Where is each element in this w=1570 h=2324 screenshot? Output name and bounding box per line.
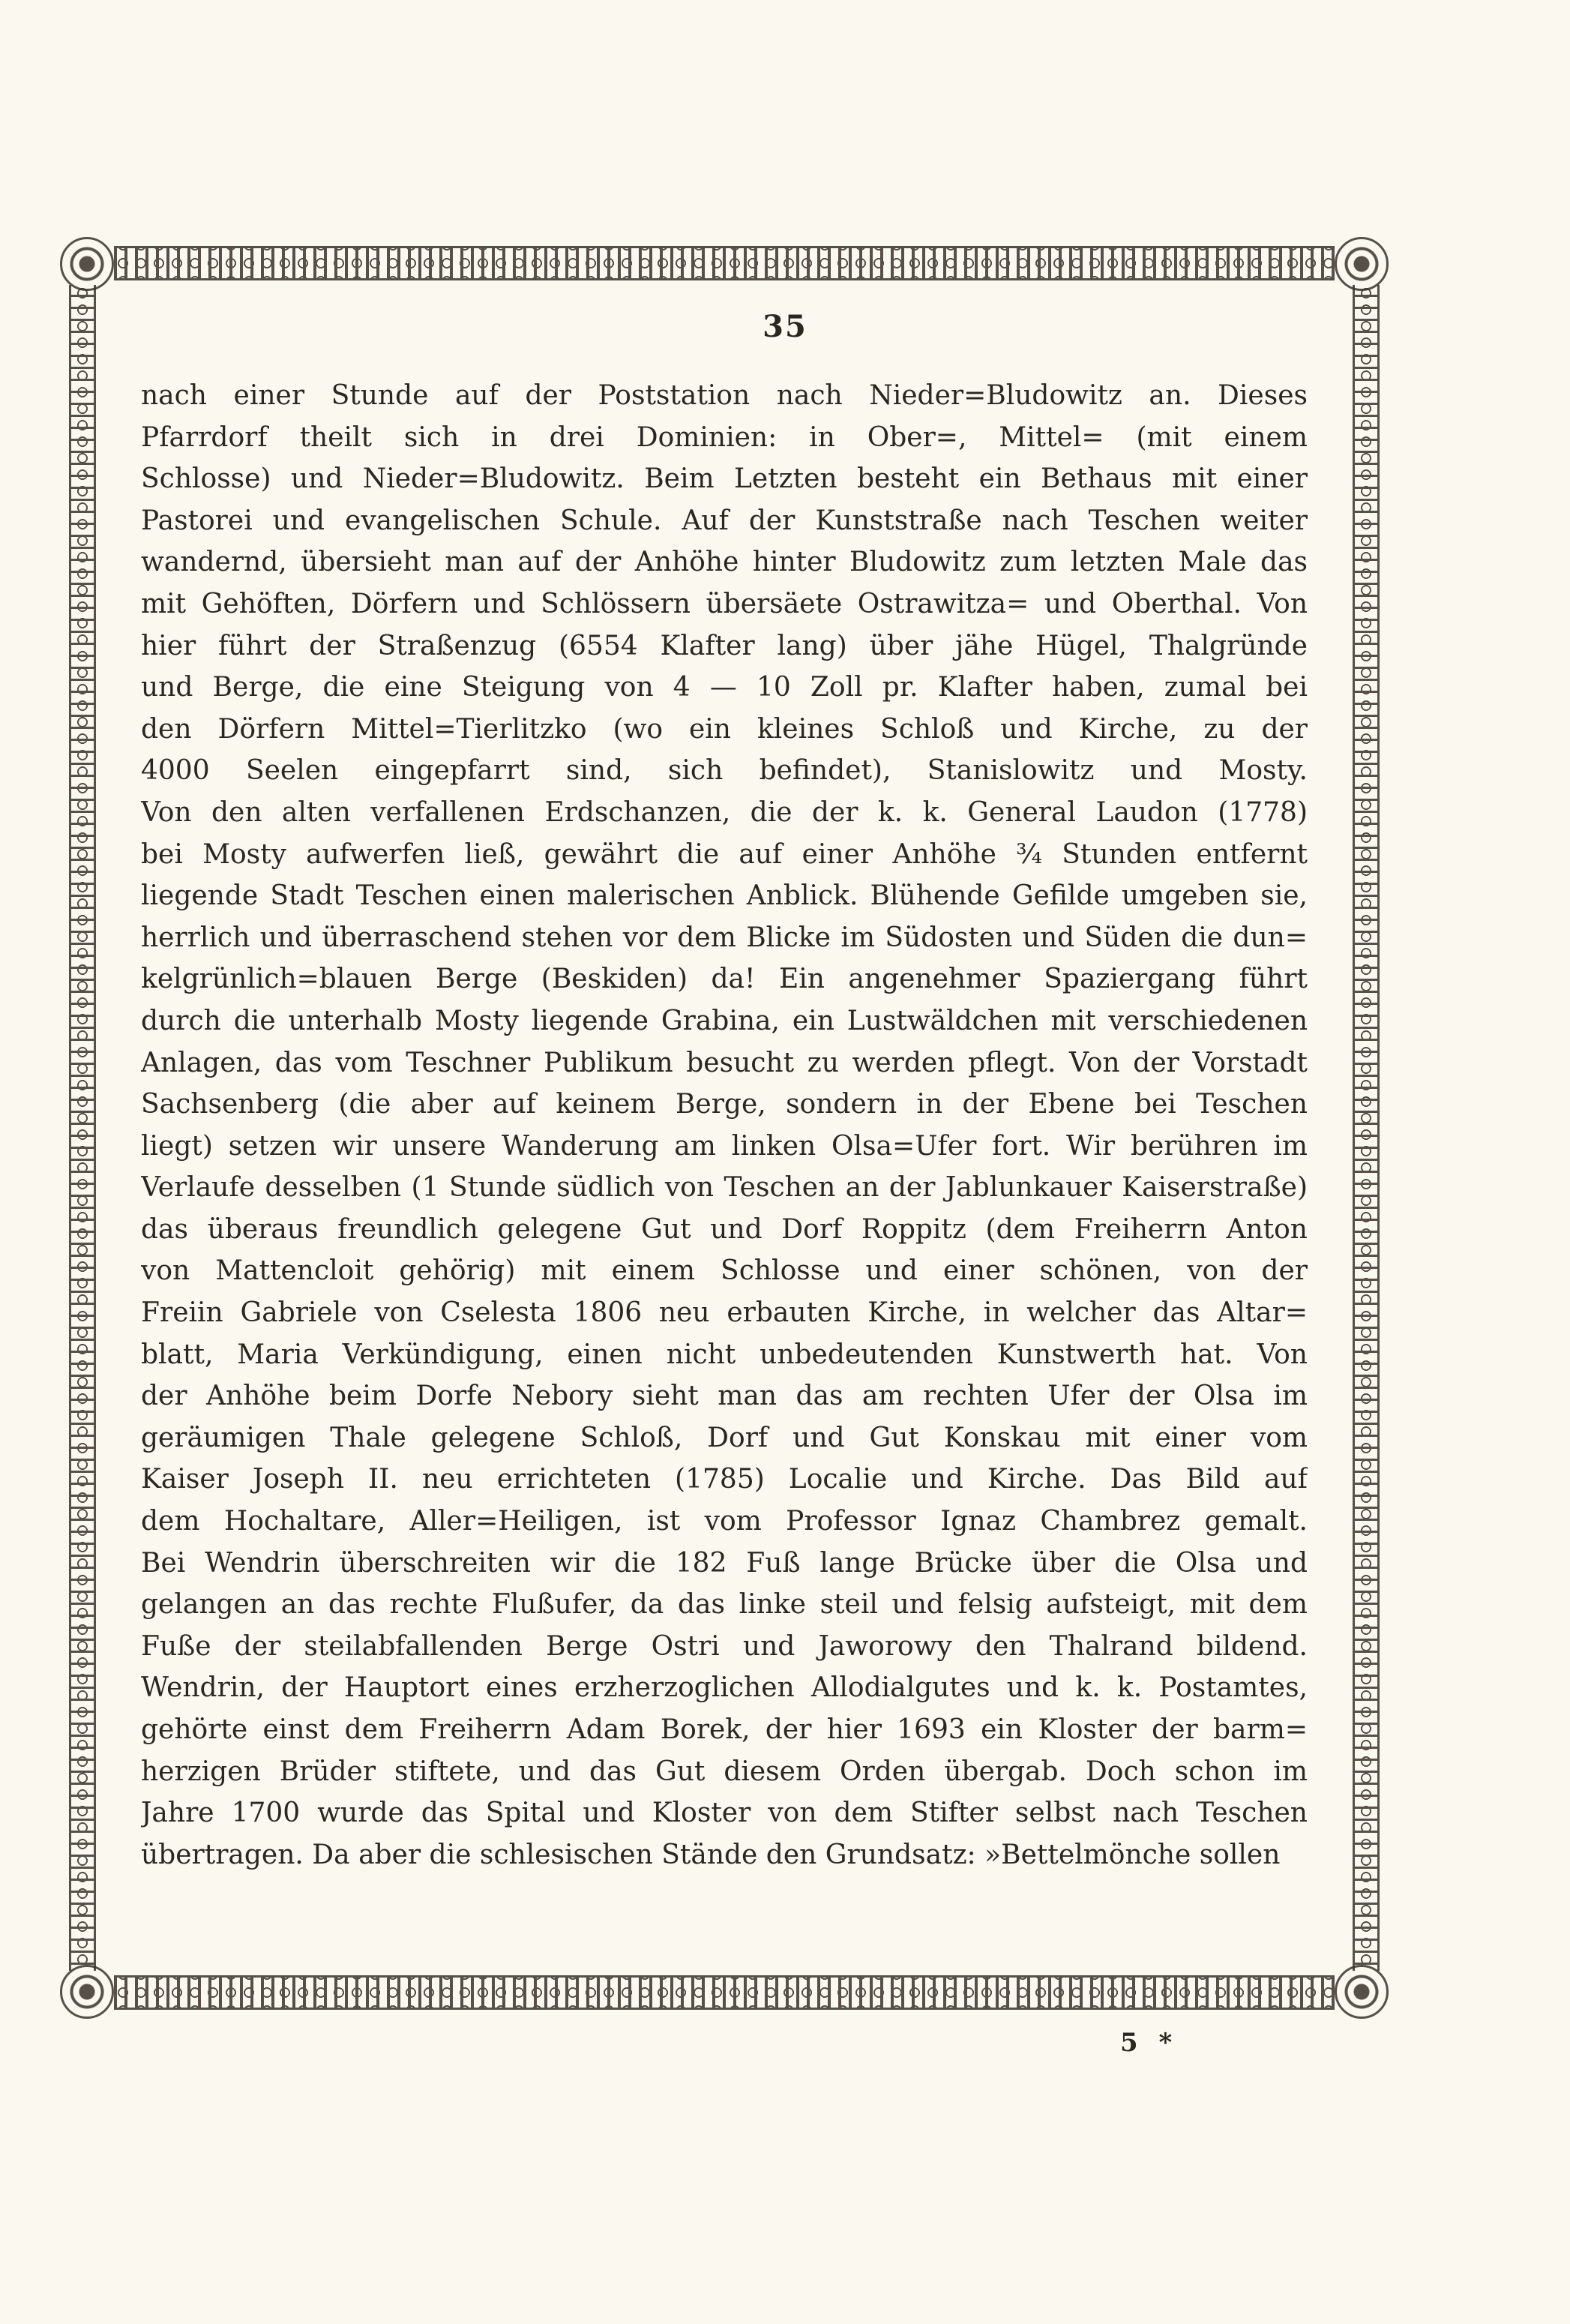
- text-line: den Dörfern Mittel=Tierlitzko (wo ein kleines Schloß und Kirche, zu der: [141, 713, 1308, 745]
- text-line: Pastorei und evangelischen Schule. Auf der Kunststraße nach Teschen weiter: [141, 505, 1308, 536]
- text-line: Fuße der steilabfallenden Berge Ostri und Jaworowy den Thalrand bildend.: [141, 1630, 1308, 1662]
- text-line: geräumigen Thale gelegene Schloß, Dorf und Gut Konskau mit einer vom: [141, 1422, 1308, 1453]
- text-line: gehörte einst dem Freiherrn Adam Borek, der hier 1693 ein Kloster der barm=: [141, 1714, 1308, 1745]
- corner-ornament-icon: [60, 1965, 114, 2019]
- text-line: Bei Wendrin überschreiten wir die 182 Fuß lange Brücke über die Olsa und: [141, 1547, 1308, 1579]
- frame-border-bottom: [114, 1975, 1335, 2010]
- text-line: nach einer Stunde auf der Poststation nach Nieder=Bludowitz an. Dieses: [141, 380, 1308, 411]
- text-line: herzigen Brüder stiftete, und das Gut diesem Orden übergab. Doch schon im: [141, 1756, 1308, 1787]
- frame-border-top: [114, 246, 1335, 280]
- text-line: Pfarrdorf theilt sich in drei Dominien: in Ober=, Mittel= (mit einem: [141, 421, 1308, 453]
- text-line: der Anhöhe beim Dorfe Nebory sieht man das am rechten Ufer der Olsa im: [141, 1381, 1308, 1412]
- text-line: wandernd, übersieht man auf der Anhöhe hinter Bludowitz zum letzten Male das: [141, 547, 1308, 578]
- text-line: durch die unterhalb Mosty liegende Grabina, ein Lustwäldchen mit verschiedenen: [141, 1005, 1308, 1036]
- text-line: liegt) setzen wir unsere Wanderung am linken Olsa=Ufer fort. Wir berühren im: [141, 1130, 1308, 1162]
- text-line: Jahre 1700 wurde das Spital und Kloster von dem Stifter selbst nach Teschen: [141, 1798, 1308, 1829]
- text-line: Kaiser Joseph II. neu errichteten (1785) Localie und Kirche. Das Bild auf: [141, 1464, 1308, 1495]
- text-line: Schlosse) und Nieder=Bludowitz. Beim Letzten besteht ein Bethaus mit einer: [141, 463, 1308, 495]
- corner-ornament-icon: [1335, 1965, 1389, 2019]
- text-line: mit Gehöften, Dörfern und Schlössern übersäete Ostrawitza= und Oberthal. Von: [141, 588, 1308, 619]
- corner-ornament-icon: [60, 237, 114, 291]
- text-line: kelgrünlich=blauen Berge (Beskiden) da! Ein angenehmer Spaziergang führt: [141, 964, 1308, 995]
- text-line: bei Mosty aufwerfen ließ, gewährt die auf einer Anhöhe ¾ Stunden entfernt: [141, 838, 1308, 870]
- text-line: Freiin Gabriele von Cselesta 1806 neu erbauten Kirche, in welcher das Altar=: [141, 1297, 1308, 1329]
- text-line: gelangen an das rechte Flußufer, da das linke steil und felsig aufsteigt, mit dem: [141, 1589, 1308, 1621]
- corner-ornament-icon: [1335, 237, 1389, 291]
- signature-mark: 5 *: [1120, 2028, 1179, 2058]
- text-line: blatt, Maria Verkündigung, einen nicht unbedeutenden Kunstwerth hat. Von: [141, 1339, 1308, 1370]
- body-text: [141, 375, 1308, 1876]
- text-line: dem Hochaltare, Aller=Heiligen, ist vom Professor Ignaz Chambrez gemalt.: [141, 1506, 1308, 1537]
- text-line: Wendrin, der Hauptort eines erzherzoglichen Allodialgutes und k. k. Postamtes,: [141, 1672, 1308, 1704]
- text-line: Von den alten verfallenen Erdschanzen, die der k. k. General Laudon (1778): [141, 796, 1308, 828]
- text-line: 4000 Seelen eingepfarrt sind, sich befindet), Stanislowitz und Mosty.: [141, 755, 1308, 787]
- text-line: Anlagen, das vom Teschner Publikum besucht zu werden pflegt. Von der Vorstadt: [141, 1047, 1308, 1078]
- text-line: das überaus freundlich gelegene Gut und Dorf Roppitz (dem Freiherrn Anton: [141, 1213, 1308, 1245]
- text-line: liegende Stadt Teschen einen malerischen Anblick. Blühende Gefilde umgeben sie,: [141, 880, 1308, 912]
- text-line: herrlich und überraschend stehen vor dem Blicke im Südosten und Süden die dun=: [141, 922, 1308, 953]
- frame-border-right: [1353, 285, 1380, 1971]
- text-line: und Berge, die eine Steigung von 4 — 10 Zoll pr. Klafter haben, zumal bei: [141, 672, 1308, 703]
- page-number: 35: [763, 309, 807, 344]
- text-line: hier führt der Straßenzug (6554 Klafter lang) über jähe Hügel, Thalgründe: [141, 630, 1308, 661]
- text-line: übertragen. Da aber die schlesischen Stände den Grundsatz: »Bettelmönche sollen: [141, 1839, 1281, 1870]
- text-line: Sachsenberg (die aber auf keinem Berge, sondern in der Ebene bei Teschen: [141, 1089, 1308, 1120]
- text-line: Verlaufe desselben (1 Stunde südlich von Teschen an der Jablunkauer Kaiserstraße): [141, 1172, 1308, 1204]
- text-line: von Mattencloit gehörig) mit einem Schlosse und einer schönen, von der: [141, 1255, 1308, 1287]
- frame-border-left: [69, 285, 96, 1971]
